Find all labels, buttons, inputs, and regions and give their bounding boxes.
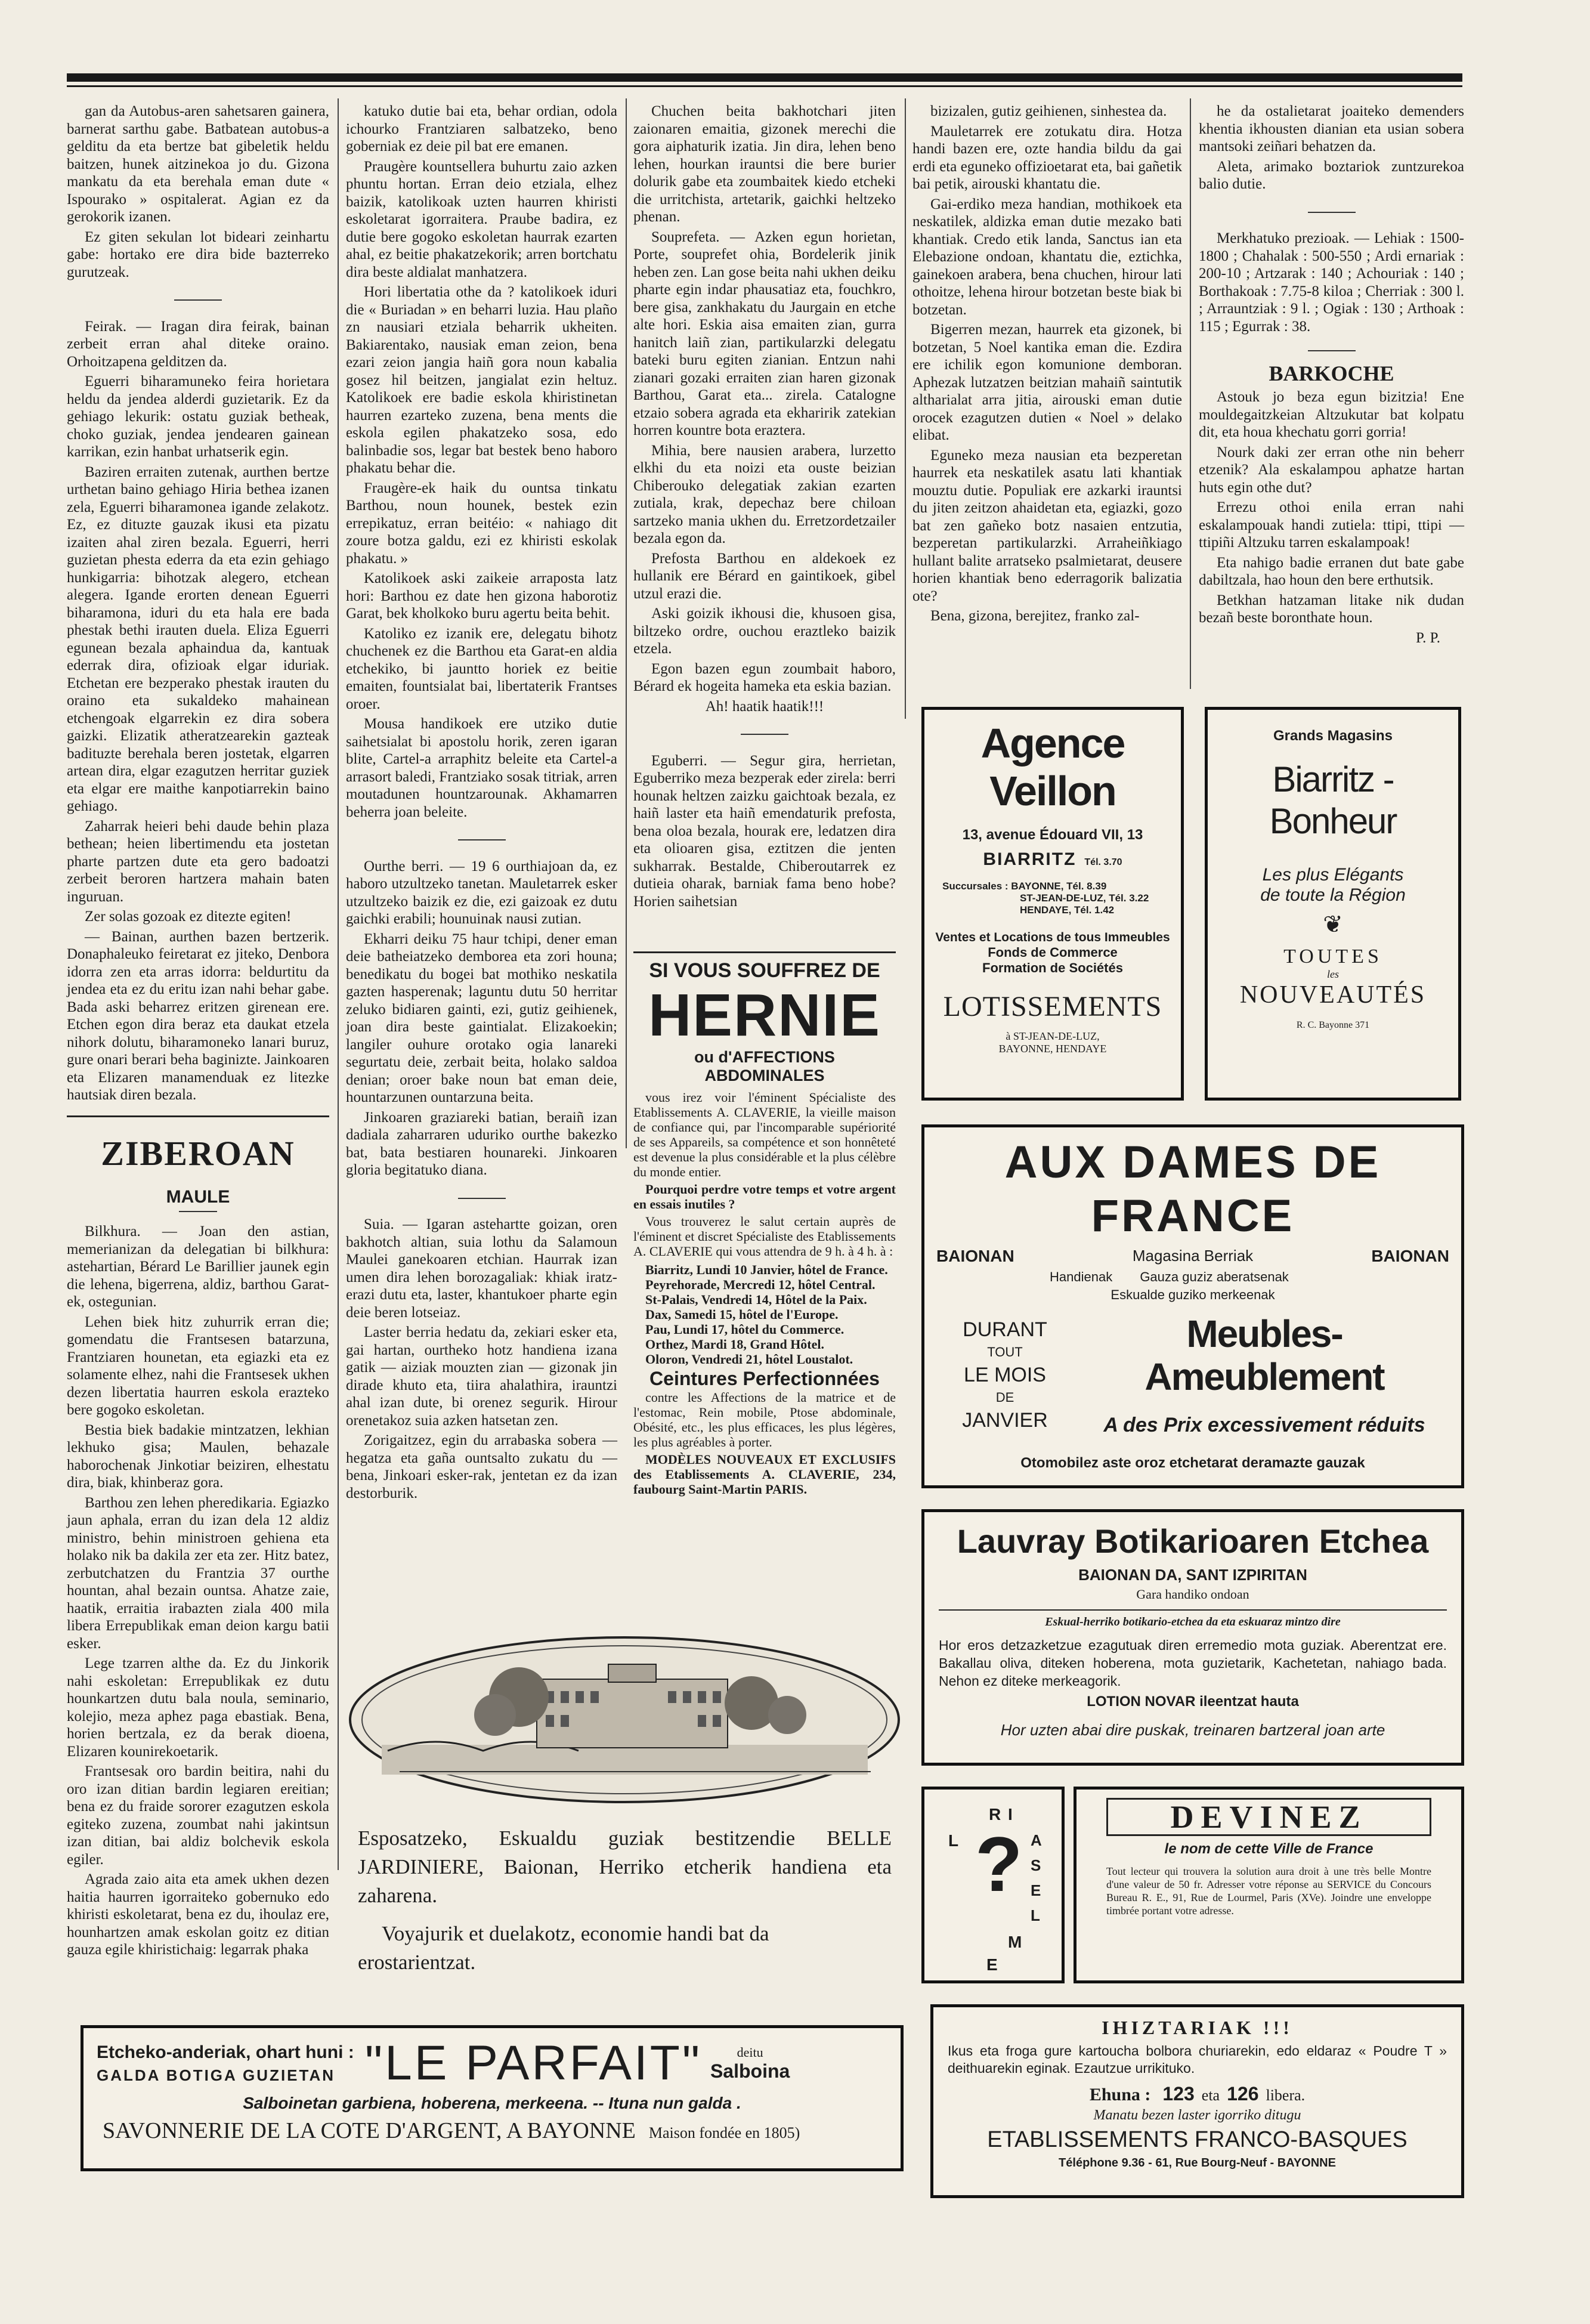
dames-de: DE bbox=[995, 1389, 1014, 1405]
jardiniere-illustration bbox=[346, 1631, 904, 1810]
dames-janvier: JANVIER bbox=[962, 1408, 1048, 1432]
paragraph: Gai-erdiko meza handian, mothikoek eta neskatilek, aldizka eman dutie mezako bati khantiak. Credo etik landa, Sanctus ian eta Elebazione ondoan, khantatu die, eztichka, gainekoen arabera, bena chuchen, hirour lati othoitze, lehena hirour botzetan beste biak bi botzetan. bbox=[912, 196, 1182, 318]
paragraph: Prefosta Barthou en aldekoek ez hullanik ere Bérard en gaintikoek, gibel utzul erazi die. bbox=[633, 550, 896, 602]
paragraph: Fraugère-ek haik du ountsa tinkatu Barthou, noun hounek, bestek ezin errepikatuz, erran beitéio: « nahiago dit zoure botza galdu, ezi ez khiristi eskolak phakatu. » bbox=[346, 480, 617, 567]
hernie-town: Orthez, Mardi 18, Grand Hôtel. bbox=[645, 1337, 825, 1352]
hernie-town: Peyrehorade, Mercredi 12, hôtel Central. bbox=[645, 1277, 876, 1292]
paragraph: Laster berria hedatu da, zekiari esker eta, gai hartan, ourtheko hotz handiena izana gatik — aiziak mouzten zian — gizonak jin dirade khuto eta, tiira ahalathira, irauntzi ahal izan dute, bi orenez segurik. Hirour orenetakoz suia azken hatsetan zen. bbox=[346, 1324, 617, 1429]
dames-tout: TOUT bbox=[987, 1344, 1023, 1359]
top-rule-thin bbox=[67, 85, 1462, 87]
section-rule bbox=[67, 1115, 329, 1117]
ihiz-title: IHIZTARIAK !!! bbox=[1102, 2017, 1293, 2038]
dames-durant: DURANT bbox=[963, 1318, 1047, 1341]
rebus-r: R bbox=[989, 1805, 1001, 1824]
paragraph: he da ostalietarat joaiteko demenders khentia ikhousten dianian eta usian sobera mantsoki zeiñari behatzen da. bbox=[1199, 103, 1464, 154]
hernie-town: Biarritz, Lundi 10 Janvier, hôtel de France. bbox=[645, 1262, 888, 1277]
paragraph: Zorigaitzez, egin du arrabaska sobera — hegatza eta gaña ountsalto zukatu du — bena, Jinkoari esker-rak, jentetan ez da izan destorburik. bbox=[346, 1432, 617, 1501]
lauvray-lotion: LOTION NOVAR ileentzat hauta bbox=[1087, 1693, 1299, 1710]
paragraph: Aleta, arimako boztariok zuntzurekoa balio dutie. bbox=[1199, 158, 1464, 192]
veillon-line: Ventes et Locations de tous Immeubles bbox=[935, 931, 1170, 944]
dames-meubles: Meubles-Ameublement bbox=[1144, 1312, 1384, 1398]
separator bbox=[346, 1189, 617, 1207]
region-heading: ZIBEROAN bbox=[101, 1134, 295, 1173]
lauvray-sub: BAIONAN DA, SANT IZPIRITAN bbox=[1078, 1566, 1307, 1584]
ihiz-manatu: Manatu bezen laster igorriko ditugu bbox=[1093, 2107, 1301, 2123]
paragraph: Bigerren mezan, haurrek eta gizonek, bi botzetan, 5 Noel kantika eman die. Ezdira ere ichilik egon komunione demboran. Aphezak lutzatzen beitzian mahaiñ saintutik altharialat arra jitia, airouski eman dutie orocek ezagutzen dutien « Noel » delako elibat. bbox=[912, 322, 1182, 443]
paragraph: Frantsesak oro bardin beitira, nahi du oro izan ditian bardin legiaren ereitian; bena ez du fraide sororer ezagutzen eskola egiteko zuzena, zoumbat nahi jakintsun izan ditian, bai aldiz bolchevik eskola egiler. bbox=[67, 1763, 329, 1868]
dames-l3: Eskualde guziko merkeenak bbox=[1110, 1287, 1275, 1302]
hernie-town: Pau, Lundi 17, hôtel du Commerce. bbox=[645, 1322, 845, 1337]
dames-bottom: Otomobilez aste oroz etchetarat deramazte gauzak bbox=[1020, 1455, 1365, 1471]
rebus-ad bbox=[921, 1787, 1065, 1983]
devinez-p: Tout lecteur qui trouvera la solution aura droit à une très belle Montre d'une valeur de 50 fr. Adresser votre réponse au SERVICE du Concours Bureau R. E., 91, Rue de Lourmel, Paris (XVe). Joindre une enveloppe timbrée portant votre adresse. bbox=[1106, 1865, 1431, 1917]
ihiz-tel: Téléphone 9.36 - 61, Rue Bourg-Neuf - BAYONNE bbox=[1059, 2156, 1336, 2170]
hernie-title-2: HERNIE bbox=[648, 982, 881, 1049]
veillon-lotis: LOTISSEMENTS bbox=[943, 991, 1162, 1022]
hernie-title-1: SI VOUS SOUFFREZ DE bbox=[649, 959, 880, 982]
ihiztariak-ad bbox=[930, 2004, 1464, 2198]
column-3 bbox=[633, 103, 896, 950]
paragraph: Eta nahigo badie erranen dut bate gabe dabiltzala, hao houn den bere erthutsik. bbox=[1199, 554, 1464, 588]
rebus-l: L bbox=[948, 1831, 959, 1850]
hernie-ceintures: Ceintures Perfectionnées bbox=[649, 1368, 880, 1389]
veillon-city: BIARRITZ bbox=[983, 849, 1077, 869]
hernie-p2: Pourquoi perdre votre temps et votre argent en essais inutiles ? bbox=[633, 1182, 896, 1212]
top-rule bbox=[67, 73, 1462, 82]
veillon-line: Formation de Sociétés bbox=[982, 960, 1123, 975]
paragraph: Ah! haatik haatik!!! bbox=[705, 698, 824, 715]
rebus-m: M bbox=[1008, 1933, 1022, 1951]
hernie-p3: Vous trouverez le salut certain auprès de l'éminent et discret Spécialiste des Etablissements A. CLAVERIE qui vous attendra de 9 h. à 4 h. à : bbox=[633, 1214, 896, 1259]
separator bbox=[1199, 341, 1464, 359]
ihiz-p1: Ikus eta froga gure kartoucha bolbora churiarekin, edo eldaraz « Poudre T » deithuarekin eginak. Ezautzue urrikituko. bbox=[948, 2043, 1447, 2076]
market-prices: Merkhatuko prezioak. — Lehiak : 1500-1800 ; Chahalak : 500-550 ; Ardi ernariak : 200-10 ; Artzarak : 140 ; Achouriak : 140 ; Borthakoak : 7.75-8 kiloa ; Cherriak : 300 l. ; Arrauntziak : 9 l. ; Ogiak : 130 ; Arthoak : 115 ; Egurrak : 38. bbox=[1199, 230, 1464, 335]
jardiniere-p1: Esposatzeko, Eskualdu guziak bestitzendie BELLE JARDINIERE, Baionan, Herriko etcherik handiena eta zaharena. bbox=[358, 1827, 892, 1907]
paragraph: Errezu othoi enila erran nahi eskalampouak handi zutiela: ttipi, ttipi — ttipiñi Altzuku tarren eskalampoak! bbox=[1199, 499, 1464, 551]
paragraph: Aski goizik ikhousi die, khusoen gisa, biltzeko ordre, ouchou eraztleko baizik etzela. bbox=[633, 605, 896, 657]
separator bbox=[1199, 203, 1464, 221]
rebus-question: ? bbox=[975, 1821, 1023, 1908]
paragraph: Hori libertatia othe da ? katolikoek iduri die « Buriadan » en beharri luzia. Hau plaño zn nausiari etziala beharrik ukheiten. Bakiarentako, nausiak eman zeion, bena ezari zeion jangia haiñ gora noun kabalia gosez hil beitzen, jangialat ezin heltuz. Katolikoek ere badie eskola khiristinetan haurren ezarteko zuzena, bena ments die eskola egilen phakatzeko sosa, edo balinbadie sos, legar bat bestek beno haboro phakatu behar die. bbox=[346, 284, 617, 476]
veillon-lotis-loc: BAYONNE, HENDAYE bbox=[998, 1043, 1107, 1055]
paragraph: Souprefeta. — Azken egun horietan, Porte, souprefet ohia, Bordelerik jinik heben zen. Lan gose beita nahi ukhen deiku pharte egin indar phausatiaz eta, fouchkro, bere gisa, zankhakatu du Jaurgain en etche alte hori. Eskia aisa emaiten zian, gurra hanitch laiñ zian, partikularzki delegatu bateki buru egiten zianian. Entzun nahi zianari gozaki erraiten zian haren gizonak Barthou, Garat eta... zirela. Catalogne etzaio sobera agrada eta ekharirik zatekian horren kountre bota eraztera. bbox=[633, 228, 896, 438]
column-4 bbox=[912, 103, 1182, 693]
town-heading: MAULE bbox=[166, 1187, 230, 1207]
paragraph: Lege tzarren althe da. Ez du Jinkorik nahi eskoletan: Errepublikak ez dutu hounkartzen dutu bala noula, seminario, kolejio, meza aphez paga ebastiak. Bena, horien bertzala, ez da berak dioena, Elizaren kounirekoetarik. bbox=[67, 1655, 329, 1760]
rebus-s: S bbox=[1031, 1856, 1041, 1874]
paragraph: Lehen biek hitz zuhurrik erran die; gomendatu die Frantsesen batarzuna, Frantziaren hounetan, eta egiazki eta ez solamente elhez, nahi die Frantsesek ukhen dezen libertatia haurren eskola erazteko bere gogoko eskoletan. bbox=[67, 1314, 329, 1418]
lauvray-sub2: Gara handiko ondoan bbox=[1136, 1587, 1249, 1602]
rebus-i: I bbox=[1008, 1805, 1013, 1824]
column-divider bbox=[338, 98, 339, 1870]
paragraph: Agrada zaio aita eta amek ukhen dezen haitia haurren igorraiteko gobernuko edo khiristi eskoletarat, bena ez du, ihoulaz ere, hounhartzen amak eskolan goitz ez ditian gauza egile khiristichaig: legarrak phaka bbox=[67, 1871, 329, 1958]
paragraph: Mihia, bere nausien arabera, lurzetto elkhi du eta noizi eta ouste beizian Chiberouko delegatiak zakian ezarten zutiala, krak, depechaz bere chiloan sartzeko mania ukhen du. Erretzordetzailer bezala egon da. bbox=[633, 442, 896, 546]
paragraph: Feirak. — Iragan dira feirak, bainan zerbeit erran ahal diteke oraino. Orhoitzapena gelditzen da. bbox=[67, 318, 329, 370]
veillon-tel: Tél. 3.70 bbox=[1084, 857, 1122, 867]
ihiz-ehuna: Ehuna : bbox=[1089, 2085, 1151, 2104]
veillon-address: 13, avenue Édouard VII, 13 bbox=[962, 827, 1143, 843]
veillon-lotis-loc: à ST-JEAN-DE-LUZ, bbox=[1006, 1030, 1100, 1042]
column-divider bbox=[905, 98, 906, 719]
bonheur-rc: R. C. Bayonne 371 bbox=[1296, 1020, 1370, 1030]
veillon-succ: ST-JEAN-DE-LUZ, Tél. 3.22 bbox=[1020, 892, 1149, 904]
rebus-e2: E bbox=[986, 1955, 998, 1974]
bonheur-ad bbox=[1205, 707, 1461, 1101]
paragraph: bizizalen, gutiz geihienen, sinhestea da. bbox=[930, 103, 1167, 119]
column-2 bbox=[346, 103, 617, 1618]
dames-mid: Magasina Berriak bbox=[1132, 1247, 1254, 1265]
hernie-town: Oloron, Vendredi 21, hôtel Loustalot. bbox=[645, 1352, 853, 1367]
lauvray-foot: Hor uzten abai dire puskak, treinaren bartzeraI joan arte bbox=[1000, 1721, 1385, 1739]
rebus-l2: L bbox=[1031, 1906, 1040, 1924]
hernie-ad bbox=[633, 951, 896, 1634]
veillon-title: Agence Veillon bbox=[980, 720, 1125, 814]
column-1 bbox=[67, 103, 329, 1105]
separator bbox=[67, 290, 329, 308]
column-divider bbox=[626, 98, 627, 1148]
veillon-succ: Succursales : BAYONNE, Tél. 8.39 bbox=[942, 880, 1107, 892]
paragraph: Betkhan hatzaman litake nik dudan bezañ beste boronthate houn. bbox=[1199, 592, 1464, 626]
parfait-l1b: GALDA BOTIGA GUZIETAN bbox=[97, 2066, 336, 2084]
paragraph: Ourthe berri. — 19 6 ourthiajoan da, ez haboro utzultzeko tanetan. Mauletarrek esker utzultzeko baizik ez die, ezi gaizoak ez dutu gaichki erabili; hounuinak nausi zutian. bbox=[346, 858, 617, 927]
barkoche-heading: BARKOCHE bbox=[1269, 361, 1394, 385]
hernie-town: St-Palais, Vendredi 14, Hôtel de la Paix. bbox=[645, 1292, 867, 1307]
ihiz-etab: ETABLISSEMENTS FRANCO-BASQUES bbox=[987, 2127, 1408, 2152]
dames-l2b: Gauza guziz aberatsenak bbox=[1140, 1269, 1289, 1284]
dames-title: AUX DAMES DE FRANCE bbox=[1004, 1137, 1381, 1241]
veillon-succ: HENDAYE, Tél. 1.42 bbox=[1020, 904, 1115, 916]
bonheur-title: Biarritz - Bonheur bbox=[1269, 759, 1397, 841]
jardiniere-p2: Voyajurik et duelakotz, economie handi bat da erostarientzat. bbox=[358, 1922, 769, 1974]
ihiz-price1: 123 bbox=[1162, 2083, 1195, 2104]
paragraph: Bilkhura. — Joan den astian, memerianizan da delegatian bi bilkhura: astehartian, Bérard Le Barillier jaunek egin die lehena, bigerrena, aldiz, barthou Garat-ek, ostegunian. bbox=[67, 1223, 329, 1310]
hernie-p4: contre les Affections de la matrice et de l'estomac, Rein mobile, Ptose abdominale, Obésité, etc., les plus efficaces, les plus légères, les plus agréables à porter. bbox=[633, 1390, 896, 1450]
paragraph: Bena, gizona, berejitez, franko zal- bbox=[930, 608, 1140, 624]
bonheur-les: les bbox=[1327, 968, 1339, 980]
dames-right: BAIONAN bbox=[1371, 1247, 1449, 1265]
paragraph: Eguberri. — Segur gira, herrietan, Eguberriko meza bezperak eder zirela: berri hounak heltzen zaizku gaichtoak bezala, ez haiñ laster eta haiñ emendaturik prefosta, bena oloa bezala, hourak ere, ledatzen dira eta olioaren gisa, eztitzen die jenten sukharrak. Bestalde, Chiberoutarrek ez dutieia oharak, barniak fama beno hobe? Horien saihetsian bbox=[633, 752, 896, 910]
bonheur-sub: Les plus Elégants bbox=[1262, 865, 1404, 885]
parfait-l1a: Etcheko-anderiak, ohart huni : bbox=[97, 2042, 354, 2062]
lauvray-spec: Eskual-herriko botikario-etchea da eta eskuaraz mintzo dire bbox=[1045, 1615, 1341, 1628]
paragraph: katuko dutie bai eta, behar ordian, odola ichourko Frantziaren salbatzeko, beno goberniak ez deie pil bat ere emanen. bbox=[346, 103, 617, 154]
paragraph: Jinkoaren graziareki batian, beraiñ izan dadiala zaharraren uduriko ourthe bakezko bat, bata bestiaren hounareki. Jinkoaren gloria begitatuko diana. bbox=[346, 1109, 617, 1178]
paragraph: Barthou zen lehen pheredikaria. Egiazko jaun aphala, erran du izan dela 12 aldiz ministro, behin ministroen gehiena eta holako nik ba dakila zer eta zer. Hitz batez, zerbutchatzen du Frantzia 37 ourthe hountan, ahal bezain ountsa. Ahatze zaie, haatik, erraitia irabazten ziala 400 mila libera Errepublikak eman deion kargu batii esker. bbox=[67, 1494, 329, 1652]
hernie-p1: vous irez voir l'éminent Spécialiste des Etablissements A. CLAVERIE, la vieille maison de confiance qui, par l'incomparable supériorité de ses Appareils, sa compétence et son honnêteté est devenue la plus considérable et la plus célèbre du monde entier. bbox=[633, 1090, 896, 1179]
parfait-l3b: Maison fondée en 1805) bbox=[648, 2124, 800, 2141]
devinez-title: DEVINEZ bbox=[1106, 1798, 1431, 1836]
veillon-ad bbox=[921, 707, 1184, 1101]
leaf-icon: ❦ bbox=[1323, 911, 1343, 938]
lauvray-p: Hor eros detzazketzue ezagutuak diren erremedio mota guziak. Aberentzat ere. Bakallau oliva, diteken hoberena, mota guzietarik, Kachetetan, nahiago bada. Nehon ez diteke merkeagorik. bbox=[939, 1637, 1447, 1689]
parfait-ad bbox=[81, 2025, 904, 2171]
paragraph: Katoliko ez izanik ere, delegatu bihotz chuchenek ez die Barthou eta Garat-en aldia etchekiko, bi jauntto horiek ez beitie emaiten, fountsialat bai, libertaterik Frantses oroer. bbox=[346, 625, 617, 712]
paragraph: Zer solas gozoak ez ditezte egiten! bbox=[85, 908, 292, 925]
paragraph: Nourk daki zer erran othe nin beherr etzenik? Ala eskalampou aphatze hartan huts egin othe dut? bbox=[1199, 444, 1464, 496]
paragraph: Eguerri biharamuneko feira horietara heldu da jendea alderdi guzietarik. Ez da gehiago lekurik: ostatu guziak betheak, choko guziak, jendea jendearen gainean karrikan, ezin hanbat urhatserik egin. bbox=[67, 373, 329, 460]
rebus-a: A bbox=[1031, 1831, 1042, 1849]
column-divider bbox=[1190, 98, 1191, 689]
hernie-p5: MODÈLES NOUVEAUX ET EXCLUSIFS des Etablissements A. CLAVERIE, 234, faubourg Saint-Martin PARIS. bbox=[633, 1452, 896, 1497]
column-1-maule bbox=[67, 1223, 329, 1958]
paragraph: Zaharrak heieri behi daude behin plaza bethean; heien libertimendu eta jostetan pharte partzen dute eta gero badoatzi zerbeit beroren hartzera mahain baten inguruan. bbox=[67, 818, 329, 905]
town-underline bbox=[179, 1211, 217, 1212]
dames-ad bbox=[921, 1124, 1464, 1488]
signature: P. P. bbox=[1415, 629, 1440, 646]
dames-prix: A des Prix excessivement réduits bbox=[1103, 1414, 1425, 1436]
parfait-brand: "LE PARFAIT" bbox=[365, 2036, 702, 2090]
ihiz-libera: libera. bbox=[1266, 2087, 1306, 2104]
paragraph: Chuchen beita bakhotchari jiten zaionaren emaitia, gizonek merechi die gora aiphaturik izatia. Jin dira, lehen beno lehen, hourkan irauntsi die bere burier dolurik gabe eta zoumbaitek kiedo etcheki die urritchista, artetarik, gaichki heltzeko phenan. bbox=[633, 103, 896, 225]
bonheur-nouv: NOUVEAUTÉS bbox=[1239, 981, 1427, 1009]
rebus-e: E bbox=[1031, 1881, 1041, 1899]
paragraph: Egon bazen egun zoumbait haboro, Bérard ek hogeita hameka eta eskia bazian. bbox=[633, 660, 896, 694]
paragraph: Ekharri deiku 75 haur tchipi, dener eman deie batheiatzeko demborea eta zori houna; benedikatu du bogei bat mothiko neskatila gazten hasperenak; laguntu dutu 50 herritar zeluko bidiaren gainti, ezi, gutiz geihienek, joan dira beste gaintialat. Elizakoekin; langiler ouhure orotako ogia lanareki segurtatu deie, zerbait beita, holako saldoa denian; oroer bake noun bat eman deie, hountarzunen ountarzuna beita. bbox=[346, 931, 617, 1105]
column-5 bbox=[1199, 103, 1464, 693]
parfait-l3: SAVONNERIE DE LA COTE D'ARGENT, A BAYONNE bbox=[103, 2118, 636, 2143]
lauvray-title: Lauvray Botikarioaren Etchea bbox=[957, 1522, 1429, 1560]
hernie-town: Dax, Samedi 15, hôtel de l'Europe. bbox=[645, 1307, 839, 1322]
paragraph: Baziren erraiten zutenak, aurthen bertze urthetan baino gehiago Hiria bethea izanen zela, Eguerri biharamonea igande zelakotz. Ez, ez dituzte gauzak ikusi eta pizatu izaiten ahal ziren bezala. Eguerri, herri guzietan phesta ederra da eta ezin gehiago hunkigarria: bihotzak alegero, etchean alegera. Igande erorten denean Eguerri biharamona, iduri du eta hala ere bada phestak bethi irauten duela. Eliza Eguerri egunean bezala aphaindua da, kantuak ederrak dira, ofizioak elgar iduriak. Etchetan ere bezperako phestak irauten du oraino eta sukaldeko mahainean etchengoak elgarrekin ez dira sobera gaizki. Elizatik atheratzearekin gazteak badituzte berehala beren jostetak, elgarren artean dira, elgar ezagutzen herritar guziek eta elgar ere maithe kanpotiarrekin baino gehiago. bbox=[67, 463, 329, 814]
paragraph: Katolikoek aski zaikeie arraposta latz hori: Barthou ez date hen gizona haborotiz Garat, bek kholkoko buru agertu beita behit. bbox=[346, 570, 617, 622]
paragraph: Eguneko meza nausian eta bezperetan haurrek eta neskatilek asatu lati khantiak mouztu dutie. Populiak ere azkarki irauntsi du jiten zeitzon ahaidetan eta, egiazki, gozo bat zen gañeko botz nasaien entzutia, bezperetan partikularzki. Arraheiñkiago hullant balite arratseko psalmietarat, deusere horien khantiak beno ederragorik balizatia ote? bbox=[912, 447, 1182, 604]
paragraph: Bestia biek badakie mintzatzen, lekhian lekhuko gisa; Maulen, behazale haborochenak Jinkotiar beiziren, elhestatu dira, biak, khinberaz gora. bbox=[67, 1421, 329, 1491]
paragraph: gan da Autobus-aren sahetsaren gainera, barnerat sarthu gabe. Batbatean autobus-a gelditu da eta bertze bat gibeletik heldu baitzen, hunek aitzinekoa jo du. Gizona mankatu da eta berehala eman dute « Ispourako » ospitalerat. Agian ez da gerokorik izanen. bbox=[67, 103, 329, 225]
paragraph: Ez giten sekulan lot bideari zeinhartu gabe: hortako ere dira bide bazterreko gurutzeak. bbox=[67, 228, 329, 280]
paragraph: — Bainan, aurthen bazen bertzerik. Donaphaleuko feiretarat ez jiteko, Denbora idorra zen eta arras idorra: beldurtitu da jendea eta ez du eritu izan nahi behar gabe. Bada aski beharrez eritzen girenean ere. Etchen egon dira beraz eta daukat etzela nihork dolutu, biharamoneko lanari buruz, gure onari berari beha baginizte. Jainkoaren eta Elizaren manamenduak ez litezke hautsiak diren bezala. bbox=[67, 928, 329, 1103]
ihiz-eta: eta bbox=[1201, 2087, 1220, 2104]
paragraph: Mousa handikoek ere utziko dutie saihetsialat bi apostolu horik, zeren igaran blite, Cartel-a arraphitz beleite eta Cartel-a arrasort baledi, Frantziako sosak titriak, arren moutadunen hountzarounak. Akhamarren beherra joan beleite. bbox=[346, 716, 617, 820]
lauvray-ad bbox=[921, 1509, 1464, 1766]
paragraph: Suia. — Igaran astehartte goizan, oren bakhotch altian, suia lothu da Salamoun Maulei ganekoaren etchian. Haurrak izan umen dira lehen borozagaliak: khiak iratz-erazi dutu eta, laster, khantukoer pharte egin deie beren lotseiaz. bbox=[346, 1216, 617, 1321]
dames-l2a: Handienak bbox=[1050, 1269, 1113, 1284]
paragraph: Praugère kountsellera buhurtu zaio azken phuntu hortan. Erran deio etziala, elhez baizik, katolikoak uzten haurren khiristi eskoletarat igorraitera. Praube badira, ez dutie bere gogoko eskoletan haurrak ezarten ahal, ez beitie phakatzekorik; arren bortchatu dira beste aldialat manhatzera. bbox=[346, 158, 617, 280]
parfait-l2: Salboinetan garbiena, hoberena, merkeena. -- Ituna nun galda . bbox=[243, 2094, 741, 2112]
parfait-salboina: Salboina bbox=[710, 2060, 790, 2082]
separator bbox=[633, 725, 896, 743]
dames-lemois: LE MOIS bbox=[964, 1363, 1046, 1386]
veillon-line: Fonds de Commerce bbox=[988, 945, 1118, 960]
separator bbox=[346, 830, 617, 848]
devinez-sub: le nom de cette Ville de France bbox=[1164, 1841, 1374, 1857]
devinez-ad bbox=[1074, 1787, 1464, 1983]
jardiniere-ad bbox=[346, 1631, 904, 2001]
paragraph: Mauletarrek ere zotukatu dira. Hotza handi bazen ere, ozte handia bildu da gai erdi eta eguneko offizioetarat eta, bai gañetik bai petik, airouski khantatu die. bbox=[912, 123, 1182, 192]
parfait-deitu: deitu bbox=[737, 2044, 763, 2060]
bonheur-sub: de toute la Région bbox=[1260, 885, 1406, 905]
bonheur-toutes: TOUTES bbox=[1283, 945, 1382, 968]
ihiz-price2: 126 bbox=[1227, 2083, 1259, 2104]
dames-left: BAIONAN bbox=[936, 1247, 1014, 1265]
hernie-title-3: ou d'AFFECTIONS ABDOMINALES bbox=[694, 1048, 835, 1084]
bonheur-top: Grands Magasins bbox=[1273, 728, 1393, 744]
paragraph: Astouk jo beza egun bizitzia! Ene mouldegaitzkeian Altzukutar bat kolpatu dit, eta houa khechatu gorri gorria! bbox=[1199, 389, 1464, 440]
